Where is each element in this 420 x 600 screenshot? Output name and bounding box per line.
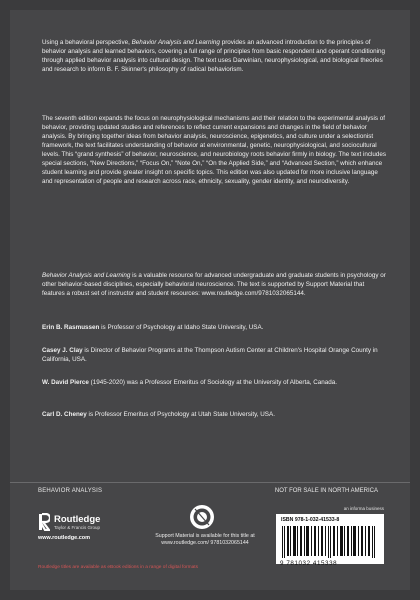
barcode-icon (280, 526, 380, 558)
support-material-note: Support Material is available for this title at www.routledge.com/ 9781032065144 (155, 533, 255, 546)
subject-category: BEHAVIOR ANALYSIS (38, 488, 103, 494)
author-name: Carl D. Cheney (42, 411, 87, 418)
author-bio: Carl D. Cheney is Professor Emeritus of Psychology at Utah State University, USA. (42, 411, 275, 418)
author-bio: Casey J. Clay is Director of Behavior Programs at the Thompson Autism Center at Children's Hospital Orange County in California, USA. (42, 347, 378, 363)
back-cover-panel (10, 10, 410, 590)
ebook-note: Routledge titles are available as eBook editions in a range of digital formats (38, 565, 198, 570)
barcode-digits: 9 781032 415338 (280, 560, 338, 567)
routledge-mark-icon (38, 513, 50, 531)
divider (10, 482, 410, 483)
description-paragraph-3: Behavior Analysis and Learning is a valuable resource for advanced undergraduate and graduate students in psychology or other behavior-based disciplines, especially behavioral neuroscience. The text is supported by Support Material that features a robust set of instructor and student resources: www.routledge.com/9781032065144. (42, 272, 386, 297)
publisher-url: www.routledge.com (38, 535, 91, 541)
author-name: Erin B. Rasmussen (42, 324, 100, 331)
book-title-italic: Behavior Analysis and Learning (131, 39, 220, 46)
isbn-number: ISBN 978-1-032-41533-8 (281, 517, 340, 523)
description-paragraph-1: Using a behavioral perspective, Behavior Analysis and Learning provides an advanced introduction to the principles of behavior analysis and learned behaviors, covering a full range of principles from basic respondent and operant conditioning through applied behavior analysis into cultural design. The text uses Darwinian, neurophysiological, and biological theories and research to inform B. F. Skinner's philosophy of radical behaviorism. (42, 39, 386, 73)
sales-restriction: NOT FOR SALE IN NORTH AMERICA (274, 488, 378, 494)
book-title-italic: Behavior Analysis and Learning (42, 272, 131, 279)
isbn-barcode (276, 514, 384, 567)
informa-tagline: an informa business (343, 506, 384, 511)
author-name: Casey J. Clay (42, 347, 83, 354)
description-paragraph-2: The seventh edition expands the focus on neurophysiological mechanisms and their relation to the experimental analysis of behavior, providing updated studies and references to reflect current expansions and changes in the field of behavior analysis. By bringing together ideas from behavior analysis, neuroscience, epigenetics, and culture under a selectionist framework, the text facilitates understanding of behavior at environmental, genetic, neurophysiological, and sociocultural levels. This “grand synthesis” of behavior, neuroscience, and neurobiology roots behavior firmly in biology. The text includes special sections, “New Directions,” “Focus On,” “Note On,” “On the Applied Side,” and “Advanced Section,” which enhance student learning and provide greater insight on specific topics. This edition was also updated for more inclusive language and representation of people and research across race, ethnicity, sexuality, gender identity, and neurodiversity. (42, 115, 387, 185)
publisher-subtitle: Taylor & Francis Group (54, 525, 101, 530)
author-bio: Erin B. Rasmussen is Professor of Psychology at Idaho State University, USA. (42, 324, 264, 331)
publisher-logo (38, 513, 128, 545)
support-material-icon (189, 504, 215, 530)
publisher-name: Routledge (54, 514, 101, 525)
author-bio: W. David Pierce (1945-2020) was a Professor Emeritus of Sociology at the University of Alberta, Canada. (42, 379, 338, 386)
author-name: W. David Pierce (42, 379, 89, 386)
